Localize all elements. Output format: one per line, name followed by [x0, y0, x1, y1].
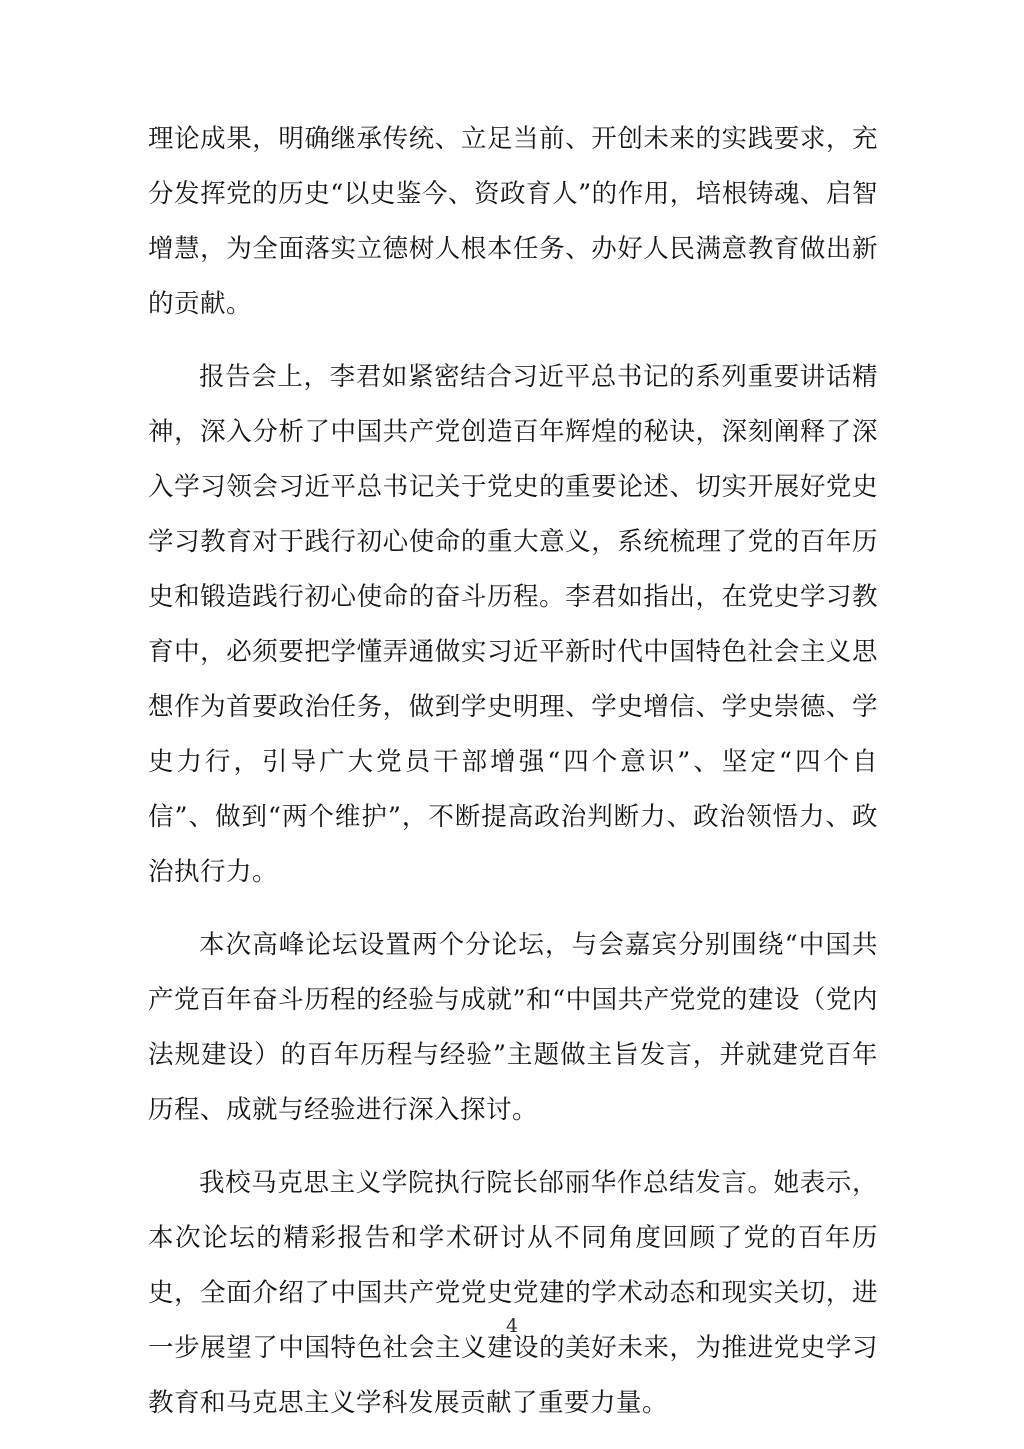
paragraph-1: 理论成果，明确继承传统、立足当前、开创未来的实践要求，充分发挥党的历史“以史鉴今、资政育人”的作用，培根铸魂、启智增慧，为全面落实立德树人根本任务、办好人民满意教育做出新的贡献。 [148, 124, 878, 319]
paragraph-4: 我校马克思主义学院执行院长邰丽华作总结发言。她表示，本次论坛的精彩报告和学术研讨从不同角度回顾了党的百年历史，全面介绍了中国共产党党史党建的学术动态和现实关切，进一步展望了中国特色社会主义建设的美好未来，为推进党史学习教育和马克思主义学科发展贡献了重要力量。 [148, 1168, 878, 1418]
paragraph-3: 本次高峰论坛设置两个分论坛，与会嘉宾分别围绕“中国共产党百年奋斗历程的经验与成就”和“中国共产党党的建设（党内法规建设）的百年历程与经验”主题做主旨发言，并就建党百年历程、成就与经验进行深入探讨。 [148, 930, 878, 1125]
paragraph-2: 报告会上，李君如紧密结合习近平总书记的系列重要讲话精神，深入分析了中国共产党创造百年辉煌的秘诀，深刻阐释了深入学习领会习近平总书记关于党史的重要论述、切实开展好党史学习教育对于践行初心使命的重大意义，系统梳理了党的百年历史和锻造践行初心使命的奋斗历程。李君如指出，在党史学习教育中，必须要把学懂弄通做实习近平新时代中国特色社会主义思想作为首要政治任务，做到学史明理、学史增信、学史崇德、学史力行，引导广大党员干部增强“四个意识”、坚定“四个自信”、做到“两个维护”，不断提高政治判断力、政治领悟力、政治执行力。 [148, 362, 878, 887]
page-number: 4 [505, 1315, 519, 1337]
page-body [148, 112, 878, 1449]
